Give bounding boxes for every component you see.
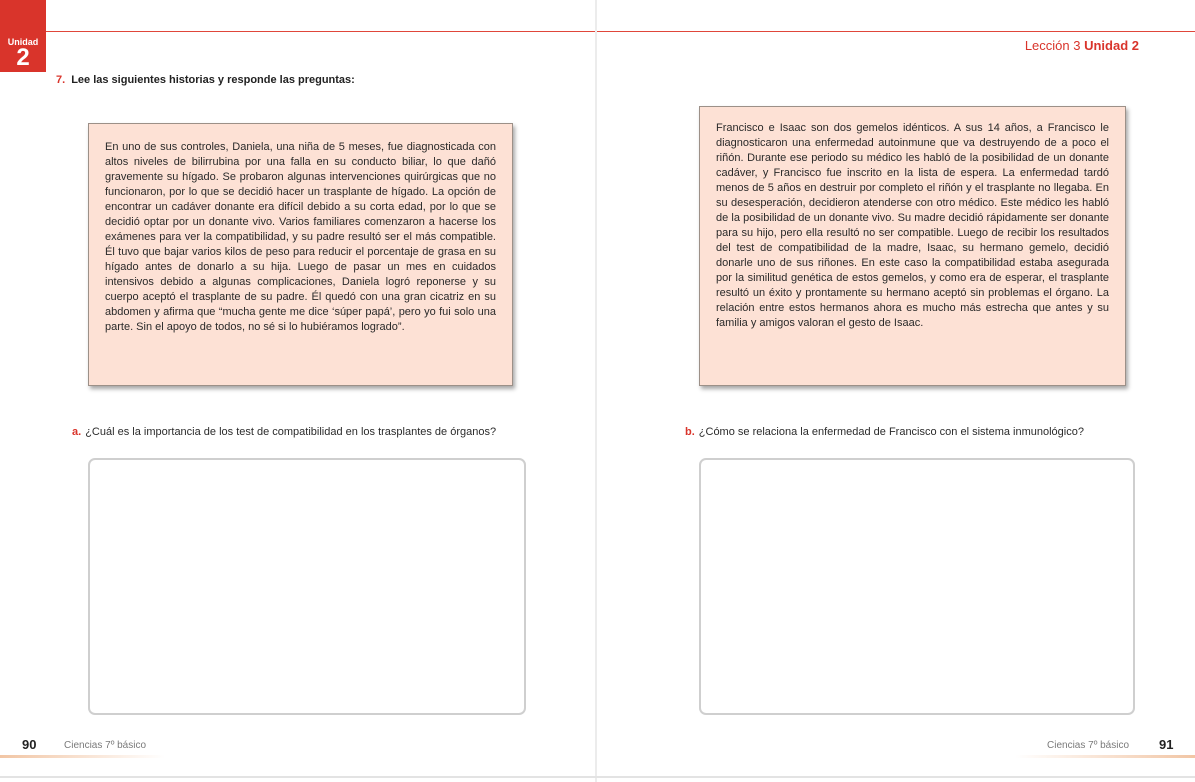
question-text: ¿Cuál es la importancia de los test de compatibilidad en los trasplantes de órganos? [85,426,497,438]
top-rule [46,31,596,32]
unit-number: 2 [16,44,30,71]
folio-text: Ciencias 7º básico [64,740,147,751]
page-number: 91 [1159,737,1174,752]
story-daniela: En uno de sus controles, Daniela, una niña de 5 meses, fue diagnosticada con altos niveles de bilirrubina por una falla en su conducto biliar, lo que dañó gravemente su hígado. Se probaron algunas intervenciones quirúrgicas que no funcionaron, por lo que se decidió hacer un trasplante de hígado. La opción de encontrar un cadáver donante era difícil debido a su corta edad, por lo que se decidió optar por un donante vivo. Varios familiares comenzaron a hacerse los exámenes para ver la compatibilidad, y su padre resultó ser el más compatible. Él tuvo que bajar varios kilos de peso para reducir el porcentaje de grasa en su hígado antes de donarlo a su hija. Luego de pasar un mes en cuidados intensivos debido a algunas complicaciones, Daniela logró reponerse y su cuerpo aceptó el trasplante de su padre. Él quedó con una gran cicatriz en su abdomen y afirma que “mucha gente me dice ‘súper papá’, pero yo fui solo una parte. Sin el apoyo de todos, no sé si lo hubiéramos logrado”. [88,123,513,386]
answer-box-a[interactable] [88,458,526,715]
question-letter: a. [72,426,82,438]
folio-bar [0,755,165,758]
unit-label: Unidad [7,37,39,47]
answer-box-b[interactable] [699,458,1135,715]
question-text: ¿Cómo se relaciona la enfermedad de Francisco con el sistema inmunológico? [698,426,1084,438]
page-number: 90 [22,737,37,752]
instruction-number: 7. [56,74,66,86]
question-b [685,426,1084,438]
top-rule [597,31,1195,32]
left-page [0,0,596,782]
lesson-prefix: Lección 3 [1024,38,1081,53]
bottom-edge [0,776,1195,778]
instruction-text: Lee las siguientes historias y responde las preguntas: [71,74,355,86]
story-francisco: Francisco e Isaac son dos gemelos idénticos. A sus 14 años, a Francisco le diagnosticaron una enfermedad autoinmune que va destruyendo de a poco el riñón. Durante ese periodo su médico les habló de la posibilidad de un donante cadáver, y Francisco fue inscrito en la lista de espera. La enfermedad tardó menos de 5 años en destruir por completo el riñón y el trasplante no llegaba. En su desesperación, decidieron atenderse con otro médico. Este médico les habló de la posibilidad de un donante vivo. Su madre decidió rápidamente ser donante para su hijo, pero ella resultó no ser compatible. Luego de recibir los resultados del test de compatibilidad de la madre, Isaac, su hermano gemelo, decidió donarle uno de sus riñones. En este caso la compatibilidad estaba asegurada por la similitud genética de estos gemelos, y como era de esperar, el trasplante resultó un éxito y prontamente su hermano aceptó sin problemas el órgano. La relación entre estos hermanos ahora es mucho más estrecha que antes y su familia y amigos valoran el gesto de Isaac. [699,106,1126,386]
activity-instruction [56,74,355,86]
lesson-unit: Unidad 2 [1084,38,1139,53]
right-page [597,0,1195,782]
lesson-header [1025,38,1139,53]
question-a [72,426,496,438]
unit-tab [0,0,46,72]
folio-text: Ciencias 7º básico [1047,740,1130,751]
question-letter: b. [685,426,695,438]
folio-bar [1015,755,1195,758]
